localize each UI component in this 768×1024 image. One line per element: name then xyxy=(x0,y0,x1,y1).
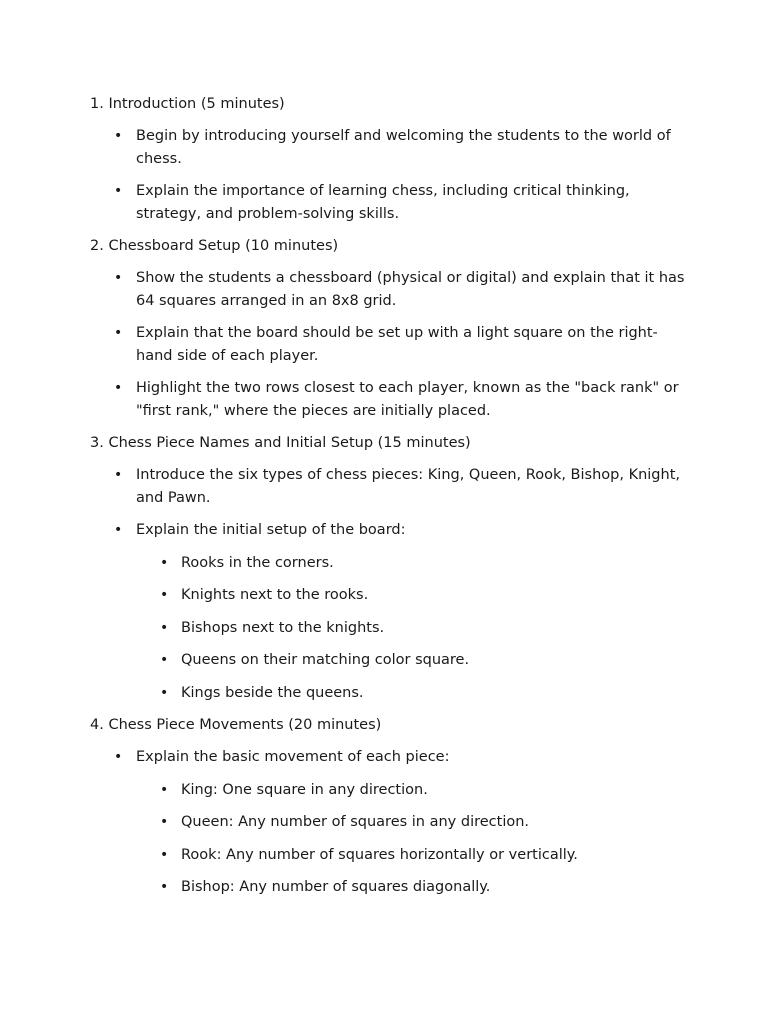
sub-list-item xyxy=(136,876,688,899)
bullet-list xyxy=(90,464,688,704)
section-piece-names-setup xyxy=(90,432,688,704)
bullet-icon: • xyxy=(160,879,169,895)
sub-list-item xyxy=(136,617,688,640)
list-item xyxy=(90,464,688,509)
list-item xyxy=(90,519,688,704)
list-item-text: Highlight the two rows closest to each player, known as the "back rank" or "first rank," where the pieces are initially placed. xyxy=(136,380,679,419)
list-item xyxy=(90,180,688,225)
sub-list-item-text: Knights next to the rooks. xyxy=(181,587,369,603)
bullet-icon: • xyxy=(160,587,169,603)
sub-list-item xyxy=(136,584,688,607)
bullet-list xyxy=(90,746,688,899)
section-piece-movements xyxy=(90,714,688,899)
sub-list-item-text: Kings beside the queens. xyxy=(181,684,364,701)
section-heading: 3. Chess Piece Names and Initial Setup (15 minutes) xyxy=(90,435,471,451)
bullet-icon: • xyxy=(160,652,169,668)
sub-list-item-text: King: One square in any direction. xyxy=(181,781,428,798)
list-item xyxy=(90,746,688,899)
list-item-text: Explain the basic movement of each piece: xyxy=(136,749,450,765)
bullet-icon: • xyxy=(114,522,123,538)
list-item xyxy=(90,267,688,312)
sub-list-item-text: Rooks in the corners. xyxy=(181,554,334,571)
sub-list-item-text: Queens on their matching color square. xyxy=(181,652,470,668)
section-heading: 2. Chessboard Setup (10 minutes) xyxy=(90,238,339,254)
sub-list-item-text: Bishop: Any number of squares diagonally. xyxy=(181,879,491,895)
bullet-icon: • xyxy=(160,684,169,701)
sub-list-item-text: Bishops next to the knights. xyxy=(181,619,385,636)
list-item xyxy=(90,322,688,367)
sub-list-item xyxy=(136,844,688,867)
bullet-icon: • xyxy=(160,781,169,798)
bullet-icon: • xyxy=(160,554,169,571)
sub-list-item xyxy=(136,552,688,575)
sub-list-item-text: Queen: Any number of squares in any direction. xyxy=(181,814,530,830)
bullet-icon: • xyxy=(114,183,123,199)
bullet-icon: • xyxy=(114,325,123,341)
list-item-text: Begin by introducing yourself and welcoming the students to the world of chess. xyxy=(136,128,671,167)
sub-bullet-list xyxy=(136,552,688,705)
bullet-icon: • xyxy=(114,380,123,396)
sub-list-item-text: Rook: Any number of squares horizontally or vertically. xyxy=(181,846,578,863)
sub-list-item xyxy=(136,811,688,834)
sub-list-item xyxy=(136,649,688,672)
section-introduction xyxy=(90,93,688,225)
list-item-text: Explain the importance of learning chess, including critical thinking, strategy, and problem-solving skills. xyxy=(136,183,630,222)
list-item-text: Show the students a chessboard (physical or digital) and explain that it has 64 squares arranged in an 8x8 grid. xyxy=(136,270,685,309)
section-heading: 1. Introduction (5 minutes) xyxy=(90,96,285,112)
bullet-icon: • xyxy=(114,749,123,765)
list-item-text: Explain that the board should be set up with a light square on the right-hand side of each player. xyxy=(136,325,658,364)
bullet-list xyxy=(90,125,688,225)
list-item xyxy=(90,377,688,422)
sub-list-item xyxy=(136,779,688,802)
bullet-icon: • xyxy=(114,270,123,286)
section-heading: 4. Chess Piece Movements (20 minutes) xyxy=(90,717,382,733)
list-item-text: Introduce the six types of chess pieces: King, Queen, Rook, Bishop, Knight, and Pawn. xyxy=(136,467,680,506)
sub-bullet-list xyxy=(136,779,688,899)
bullet-icon: • xyxy=(160,814,169,830)
bullet-icon: • xyxy=(160,846,169,863)
bullet-icon: • xyxy=(114,467,123,483)
bullet-list xyxy=(90,267,688,422)
sub-list-item xyxy=(136,682,688,705)
list-item-text: Explain the initial setup of the board: xyxy=(136,522,406,538)
bullet-icon: • xyxy=(160,619,169,636)
list-item xyxy=(90,125,688,170)
section-chessboard-setup xyxy=(90,235,688,422)
bullet-icon: • xyxy=(114,128,123,144)
